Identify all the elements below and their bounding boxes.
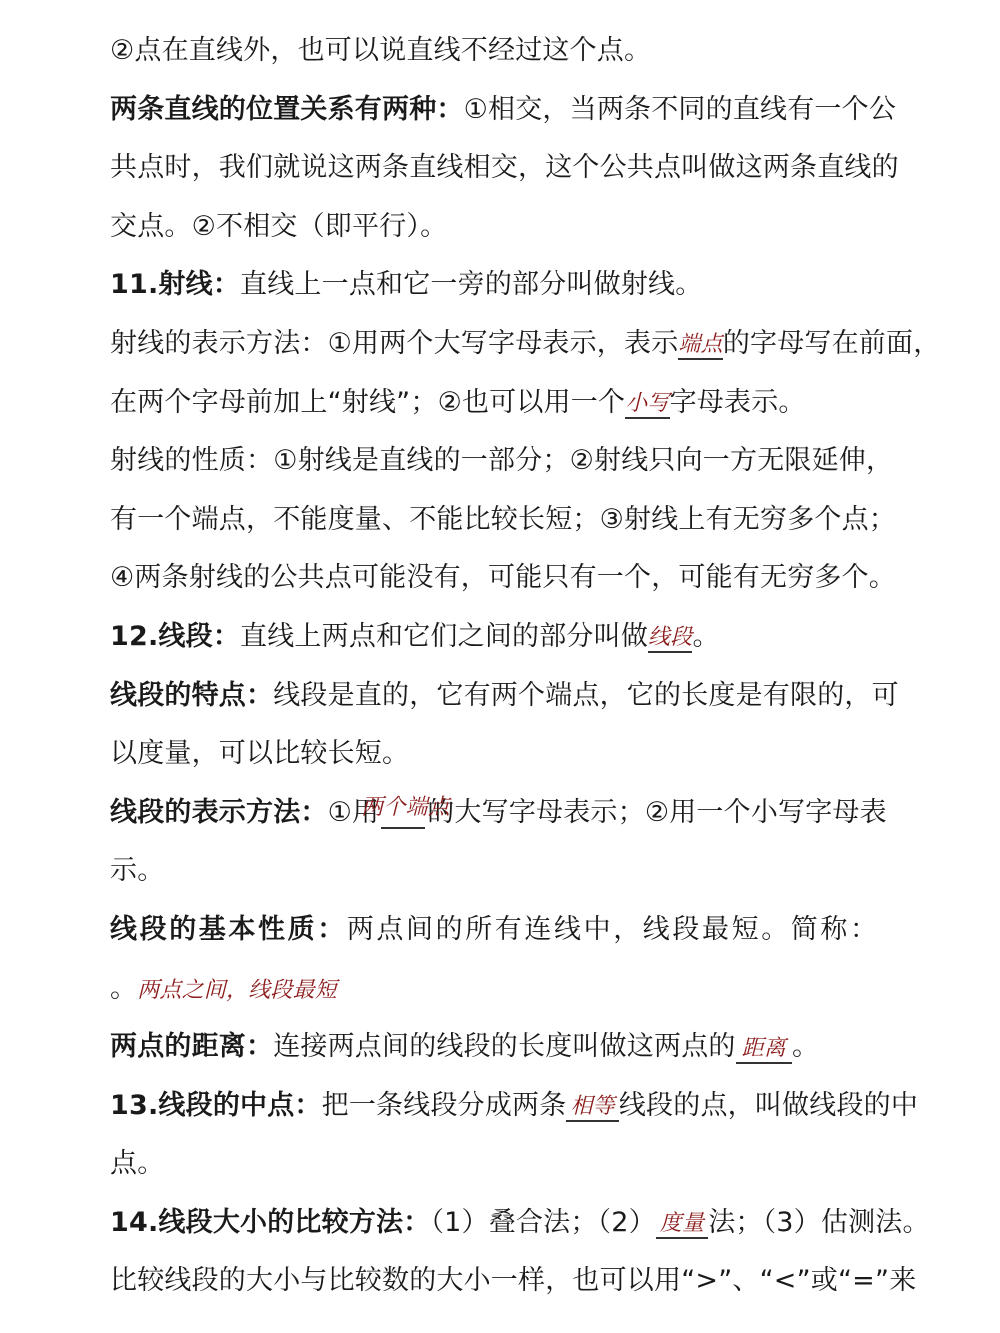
- fill-blank: [656, 1207, 708, 1239]
- text-line: 以度量，可以比较长短。: [110, 738, 410, 770]
- text-line: 交点。②不相交（即平行）。: [110, 210, 448, 242]
- heading-term: 两条直线的位置关系有两种：: [110, 93, 464, 125]
- fill-blank: [678, 328, 722, 360]
- text-line: 示。: [110, 855, 165, 887]
- text-line: 12.线段：直线上两点和它们之间的部分叫做线段。: [110, 620, 720, 652]
- heading-term: 两点的距离：: [110, 1031, 274, 1063]
- text-line: ②点在直线外，也可以说直线不经过这个点。: [110, 35, 652, 66]
- heading-term: 11.射线：: [110, 269, 241, 301]
- text-line: 两点的距离：连接两点间的线段的长度叫做这两点的 距离 。: [110, 1031, 820, 1063]
- heading-term: 13.线段的中点：: [110, 1089, 322, 1121]
- text-line: 13.线段的中点：把一条线段分成两条 相等 线段的点，叫做线段的中: [110, 1089, 919, 1121]
- handwritten-answer: 相等: [570, 1094, 615, 1120]
- text-line: 比较线段的大小与比较数的大小一样，也可以用“>”、“<”或“=”来: [110, 1265, 917, 1297]
- heading-term: 14.线段大小的比较方法：: [110, 1206, 431, 1238]
- heading-term: 线段的表示方法：: [110, 796, 328, 828]
- text-line: 线段的特点：线段是直的，它有两个端点，它的长度是有限的，可: [110, 679, 899, 711]
- handwritten-answer: 两点之间，线段最短: [137, 977, 338, 1003]
- heading-term: 线段的基本性质：: [110, 913, 347, 945]
- text-line: 射线的表示方法：①用两个大写字母表示，表示端点的字母写在前面，: [110, 327, 941, 359]
- document-page: [110, 22, 941, 1311]
- text-line: 有一个端点，不能度量、不能比较长短；③射线上有无穷多个点；: [110, 503, 897, 535]
- text-line: 射线的性质：①射线是直线的一部分；②射线只向一方无限延伸，: [110, 445, 894, 477]
- text-line: 11.射线：直线上一点和它一旁的部分叫做射线。: [110, 269, 703, 301]
- text-line: 14.线段大小的比较方法：（1）叠合法；（2） 度量 法；（3）估测法。: [110, 1206, 930, 1238]
- fill-blank: [625, 387, 669, 419]
- fill-blank: [566, 1090, 618, 1122]
- handwritten-answer: 小写: [625, 391, 670, 417]
- handwritten-answer: 线段: [648, 625, 693, 651]
- text-line: ④两条射线的公共点可能没有，可能只有一个，可能有无穷多个。: [110, 562, 897, 594]
- fill-blank: [736, 1032, 792, 1064]
- heading-term: 线段的特点：: [110, 679, 274, 711]
- handwritten-answer: 端点: [678, 332, 723, 358]
- fill-blank: [361, 795, 451, 829]
- text-line: 在两个字母前加上“射线”；②也可以用一个小写字母表示。: [110, 386, 806, 418]
- heading-term: 12.线段：: [110, 620, 241, 652]
- text-line: 两条直线的位置关系有两种：①相交，当两条不同的直线有一个公: [110, 93, 897, 125]
- text-line: 线段的基本性质：两点间的所有连线中，线段最短。简称：: [110, 913, 880, 945]
- handwritten-answer: 距离: [741, 1035, 787, 1061]
- handwritten-answer: 度量: [659, 1211, 705, 1237]
- fill-blank: [648, 621, 692, 653]
- text-line: 。两点之间，线段最短: [110, 972, 338, 1004]
- text-line: 点。: [110, 1148, 165, 1180]
- handwritten-answer: 两个端点: [361, 795, 451, 821]
- text-line: 线段的表示方法：①用$^{两个端点}$的大写字母表示；②用一个小写字母表: [110, 795, 887, 828]
- text-line: 共点时，我们就说这两条直线相交，这个公共点叫做这两条直线的: [110, 152, 899, 184]
